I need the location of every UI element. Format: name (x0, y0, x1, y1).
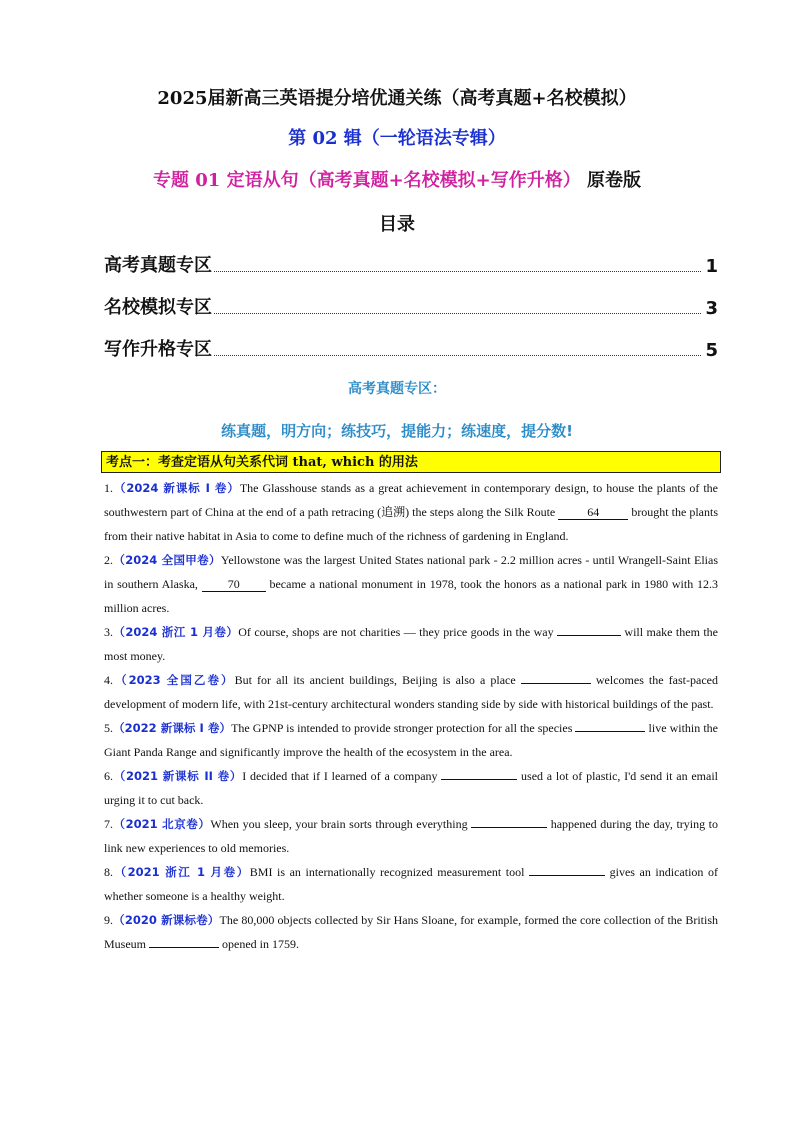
question-text: used a lot of plastic, I'd send it an email urging it to cut back. (104, 769, 718, 807)
question-source: （2023 全国乙卷） (113, 673, 235, 687)
question-item (104, 764, 718, 812)
section-motto: 练真题，明方向；练技巧，提能力；练速度，提分数! (221, 422, 573, 440)
question-text: The GPNP is intended to provide stronger protection for all the species (231, 721, 576, 735)
answer-blank[interactable]: 64 (558, 505, 628, 520)
question-source: （2024 浙江 1 月卷） (113, 625, 239, 639)
toc-heading: 目录 (379, 214, 415, 235)
question-text: The 80,000 objects collected by Sir Hans Sloane, for example, formed the core collection of the British Museum (104, 913, 718, 951)
answer-blank[interactable] (529, 875, 605, 876)
toc-item[interactable] (104, 251, 718, 277)
question-source: （2020 新课标卷） (113, 913, 220, 927)
question-source: （2024 新课标 I 卷） (113, 481, 240, 495)
question-source: （2021 新课标 II 卷） (113, 769, 243, 783)
question-text: gives an indication of whether someone is a healthy weight. (104, 865, 718, 903)
question-number: 6. (104, 769, 113, 783)
question-text: opened in 1759. (219, 937, 299, 951)
question-source: （2021 浙江 1 月卷） (113, 865, 250, 879)
answer-blank[interactable] (557, 635, 621, 636)
question-text: brought the plants from their native habitat in Asia to come to define much of the richness of gardening in England. (104, 505, 719, 543)
toc-item-label: 写作升格专区 (104, 339, 212, 360)
answer-blank[interactable] (521, 683, 591, 684)
section-title: 高考真题专区： (348, 381, 446, 397)
question-number: 4. (104, 673, 113, 687)
question-text: But for all its ancient buildings, Beijing is also a place (234, 673, 521, 687)
question-number: 1. (104, 481, 113, 495)
question-item (104, 620, 718, 668)
question-list (104, 476, 718, 956)
question-text: Yellowstone was the largest United States national park - 2.2 million acres - until Wrangell-Saint Elias in southern Alaska, (104, 553, 718, 591)
question-number: 9. (104, 913, 113, 927)
exam-point-banner: 考点一：考查定语从句关系代词 that, which 的用法 (101, 451, 721, 473)
toc-leader (214, 312, 701, 314)
question-number: 7. (104, 817, 113, 831)
question-number: 5. (104, 721, 113, 735)
question-number: 3. (104, 625, 113, 639)
question-item (104, 548, 718, 620)
toc-item[interactable] (104, 335, 718, 361)
answer-blank[interactable]: 70 (202, 577, 266, 592)
question-text: became a national monument in 1978, took the honors as a national park in 1980 with 12.3 million acres. (104, 577, 718, 615)
question-text: When you sleep, your brain sorts through everything (210, 817, 472, 831)
toc-item-label: 名校模拟专区 (104, 297, 212, 318)
answer-blank[interactable] (441, 779, 517, 780)
topic-title (0, 166, 794, 192)
series-subtitle: 第 02 辑（一轮语法专辑） (288, 128, 506, 149)
topic-name: 专题 01 定语从句（高考真题+名校模拟+写作升格） (152, 170, 581, 191)
question-source: （2024 全国甲卷） (113, 553, 221, 567)
question-source: （2022 新课标 I 卷） (113, 721, 232, 735)
question-item (104, 860, 718, 908)
toc-leader (214, 270, 701, 272)
document-title: 2025届新高三英语提分培优通关练（高考真题+名校模拟） (157, 88, 637, 109)
question-number: 8. (104, 865, 113, 879)
question-item (104, 668, 718, 716)
question-text: will make them the most money. (104, 625, 718, 663)
version-label: 原卷版 (587, 170, 642, 191)
question-text: Of course, shops are not charities — they price goods in the way (238, 625, 557, 639)
question-text: I decided that if I learned of a company (242, 769, 442, 783)
question-item (104, 812, 718, 860)
question-text: The Glasshouse stands as a great achievement in contemporary design, to house the plants of the southwestern part of China at the end of a path retracing (追溯) the steps along the Silk Route (104, 481, 718, 519)
answer-blank[interactable] (575, 731, 645, 732)
question-text: happened during the day, trying to link new experiences to old memories. (104, 817, 718, 855)
question-source: （2021 北京卷） (113, 817, 211, 831)
toc-item-page: 5 (705, 340, 718, 361)
question-number: 2. (104, 553, 113, 567)
question-item (104, 716, 718, 764)
toc-leader (214, 354, 701, 356)
question-item (104, 908, 718, 956)
question-text: welcomes the fast-paced development of modern life, with 21st-century architectural wonders standing side by side with historical buildings of the past. (104, 673, 718, 711)
question-item (104, 476, 718, 548)
toc-item-label: 高考真题专区 (104, 255, 212, 276)
toc-item-page: 1 (705, 256, 718, 277)
toc-item[interactable] (104, 293, 718, 319)
question-text: live within the Giant Panda Range and significantly improve the health of the ecosystem in the area. (104, 721, 719, 759)
toc-item-page: 3 (705, 298, 718, 319)
answer-blank[interactable] (149, 947, 219, 948)
question-text: BMI is an internationally recognized measurement tool (249, 865, 530, 879)
answer-blank[interactable] (471, 827, 547, 828)
